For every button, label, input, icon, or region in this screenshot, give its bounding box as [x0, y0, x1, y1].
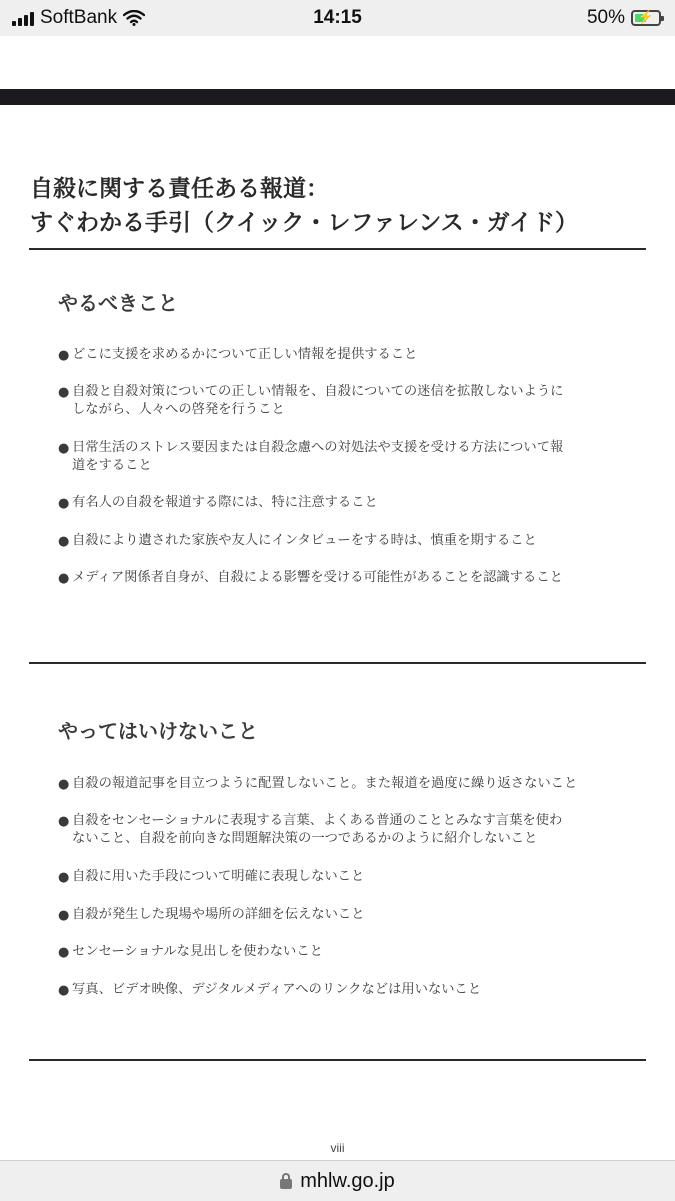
list-item-text: 自殺と自殺対策についての正しい情報を、自殺についての迷信を拡散しないように	[72, 384, 564, 399]
bottom-divider	[29, 1059, 646, 1061]
bullet-icon: ●	[58, 534, 70, 549]
charging-bolt-icon: ⚡	[637, 9, 655, 24]
list-item-text: 写真、ビデオ映像、デジタルメディアへのリンクなどは用いないこと	[72, 982, 482, 997]
do-section-heading: やるべきこと	[58, 291, 178, 315]
list-item	[56, 346, 616, 364]
title-line-2: すぐわかる手引（クイック・レファレンス・ガイド）	[30, 210, 578, 236]
bullet-icon: ●	[58, 441, 70, 456]
list-item-text: 自殺により遺された家族や友人にインタビューをする時は、慎重を期すること	[72, 533, 537, 548]
list-item	[56, 383, 616, 419]
address-bar[interactable]	[0, 1160, 675, 1201]
bullet-icon: ●	[58, 496, 70, 511]
bullet-icon: ●	[58, 983, 70, 998]
bullet-icon: ●	[58, 814, 70, 829]
bullet-icon: ●	[58, 571, 70, 586]
battery-percent: 50%	[586, 7, 625, 28]
list-item	[56, 775, 616, 793]
list-item-text: どこに支援を求めるかについて正しい情報を提供すること	[72, 347, 418, 362]
clock: 14:15	[313, 7, 362, 28]
document-header-bar	[0, 89, 675, 105]
list-item	[56, 906, 616, 924]
list-item-text: 自殺に用いた手段について明確に表現しないこと	[72, 869, 365, 884]
section-divider	[29, 662, 646, 664]
battery-icon	[631, 10, 661, 26]
bullet-icon: ●	[58, 945, 70, 960]
title-line-1: 自殺に関する責任ある報道：	[30, 176, 329, 202]
list-item-text: 道をすること	[72, 458, 152, 473]
status-bar	[0, 0, 675, 36]
bullet-icon: ●	[58, 777, 70, 792]
carrier-label: SoftBank	[40, 7, 118, 28]
bullet-icon: ●	[58, 870, 70, 885]
list-item-text: 有名人の自殺を報道する際には、特に注意すること	[72, 495, 378, 510]
bullet-icon: ●	[58, 348, 70, 363]
list-item	[56, 943, 616, 961]
document-title	[30, 172, 578, 240]
list-item	[56, 439, 616, 475]
bullet-icon: ●	[58, 385, 70, 400]
url-text[interactable]: mhlw.go.jp	[300, 1169, 395, 1192]
list-item-text: 自殺が発生した現場や場所の詳細を伝えないこと	[72, 907, 365, 922]
list-item-text: 日常生活のストレス要因または自殺念慮への対処法や支援を受ける方法について報	[72, 440, 564, 455]
list-item	[56, 981, 616, 999]
list-item-text: メディア関係者自身が、自殺による影響を受ける可能性があることを認識すること	[72, 570, 563, 585]
battery-group	[587, 7, 661, 29]
list-item	[56, 494, 616, 512]
list-item	[56, 532, 616, 550]
list-item-text: ないこと、自殺を前向きな問題解決策の一つであるかのように紹介しないこと	[72, 831, 538, 846]
list-item	[56, 868, 616, 886]
title-divider	[29, 248, 646, 250]
bullet-icon: ●	[58, 908, 70, 923]
page-number: viii	[330, 1141, 345, 1155]
lock-icon	[280, 1173, 292, 1189]
dont-section-heading: やってはいけないこと	[58, 719, 258, 743]
list-item-text: センセーショナルな見出しを使わないこと	[72, 944, 323, 959]
list-item	[56, 812, 616, 848]
list-item-text: しながら、人々への啓発を行うこと	[72, 402, 285, 417]
list-item-text: 自殺をセンセーショナルに表現する言葉、よくある普通のこととみなす言葉を使わ	[72, 813, 563, 828]
list-item	[56, 569, 616, 587]
list-item-text: 自殺の報道記事を目立つように配置しないこと。また報道を過度に繰り返さないこと	[72, 776, 578, 791]
